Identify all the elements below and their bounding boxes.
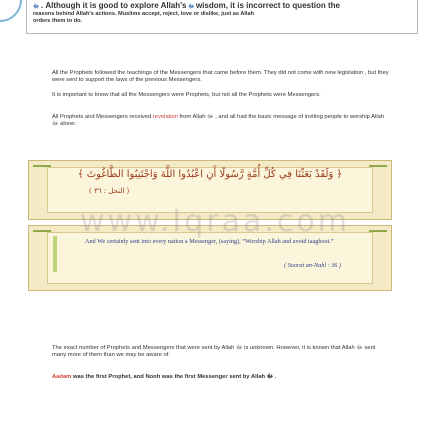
- paragraph-revelation: [52, 114, 390, 128]
- arabic-verse-text: ﴿ وَلَقَدْ بَعَثْنَا فِي كُلِّ أُمَّةٍ رَّسُولًا أَنِ اعْبُدُوا اللَّهَ وَاجْتَنِبُوا الطَّاغُوتَ ﴾: [77, 169, 343, 180]
- paragraph-first-prophet: Aadam was the first Prophet, and Nooh was the first Messenger sent by Allah ﷻ .: [52, 374, 277, 380]
- aadam-name: Aadam: [52, 374, 72, 380]
- p3-end: from Allah ﷻ , and all had the basic message of inviting people to worship Allah ﷻ alone:: [52, 114, 385, 127]
- top-line-3: orders them to do.: [33, 18, 83, 24]
- top-line-1: . Although it is good to explore Allah's: [40, 1, 187, 10]
- arabic-verse-reference: ( النحل : ٣٦ ): [89, 187, 130, 195]
- paragraph-exact-number: The exact number of Prophets and Messengers that were sent by Allah ﷻ is unknown. However, it is known that Allah ﷻ sent many more of them than we may be aware of.: [52, 345, 376, 358]
- verse-translation: And We certainly sent into every nation a Messenger, (saying), “Worship Allah and avoid taaghoot.”: [85, 238, 334, 245]
- translation-frame: [28, 225, 392, 291]
- arabic-verse-frame: [28, 160, 392, 220]
- jalla-jalaluh-symbol: ﷻ: [33, 4, 40, 10]
- top-line-2: reasons behind Allah's actions. Muslims accept, reject, love or dislike, just as Allah: [33, 11, 255, 17]
- revelation-term: revelation: [152, 114, 179, 120]
- p3-start: All Prophets and Messengers received: [52, 114, 152, 120]
- site-watermark: www.Iqraa.com: [80, 204, 350, 239]
- verse-translation-reference: ( Soorat an-Nahl : 36 ): [284, 262, 341, 269]
- paragraph-prophets-followed: All the Prophets followed the teachings of the Messengers that came before them. They did not come with new legislation , but they were sent to support the laws of the previous Messengers.: [52, 70, 389, 83]
- decorative-bar: [53, 236, 57, 272]
- top-note-box: ﷻ . Although it is good to explore Allah's ﷻ wisdom, it is incorrect to question the reasons behind Allah's actions. Muslims accept, reject, love or dislike, just as Allah orders them to do.: [26, 0, 418, 34]
- paragraph-messengers-prophets: It is important to know that all the Messengers were Prophets, but not all the Prophets were Messengers.: [52, 92, 321, 98]
- corner-ornament: [0, 0, 22, 22]
- top-line-1b: wisdom, it is incorrect to question the: [195, 1, 340, 10]
